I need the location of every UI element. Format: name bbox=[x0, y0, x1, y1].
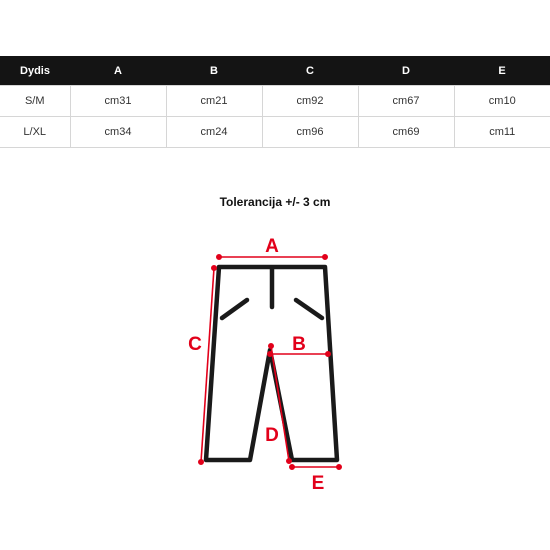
table-cell: cm10 bbox=[454, 86, 550, 117]
table-cell: cm24 bbox=[166, 117, 262, 148]
table-cell: cm34 bbox=[70, 117, 166, 148]
header-d: D bbox=[358, 56, 454, 86]
label-a: A bbox=[265, 236, 279, 257]
table-cell: cm92 bbox=[262, 86, 358, 117]
table-header-row bbox=[0, 56, 550, 86]
measure-d-end bbox=[269, 344, 273, 348]
measure-a-end bbox=[323, 255, 327, 259]
header-e: E bbox=[454, 56, 550, 86]
table-row bbox=[0, 117, 550, 148]
table-cell: cm67 bbox=[358, 86, 454, 117]
table-cell: cm31 bbox=[70, 86, 166, 117]
table-row bbox=[0, 86, 550, 117]
header-a: A bbox=[70, 56, 166, 86]
measure-b-end bbox=[326, 352, 330, 356]
table-cell: cm21 bbox=[166, 86, 262, 117]
label-c: C bbox=[188, 334, 202, 355]
measure-e-end bbox=[337, 465, 341, 469]
right-pocket-line bbox=[296, 300, 322, 318]
table-cell: cm11 bbox=[454, 117, 550, 148]
table-cell: S/M bbox=[0, 86, 70, 117]
label-e: E bbox=[311, 473, 325, 494]
measure-e-end bbox=[290, 465, 294, 469]
table-cell: cm96 bbox=[262, 117, 358, 148]
header-c: C bbox=[262, 56, 358, 86]
size-table bbox=[0, 56, 550, 148]
label-d: D bbox=[265, 425, 279, 446]
left-pocket-line bbox=[222, 300, 247, 318]
pants-measurement-diagram bbox=[175, 225, 375, 505]
measure-a-end bbox=[217, 255, 221, 259]
header-size: Dydis bbox=[0, 56, 70, 86]
table-cell: L/XL bbox=[0, 117, 70, 148]
measure-c-end bbox=[199, 460, 203, 464]
measure-d-end bbox=[287, 459, 291, 463]
tolerance-note: Tolerancija +/- 3 cm bbox=[219, 195, 331, 209]
label-b: B bbox=[292, 334, 306, 355]
table-cell: cm69 bbox=[358, 117, 454, 148]
measure-c-end bbox=[212, 266, 216, 270]
header-b: B bbox=[166, 56, 262, 86]
